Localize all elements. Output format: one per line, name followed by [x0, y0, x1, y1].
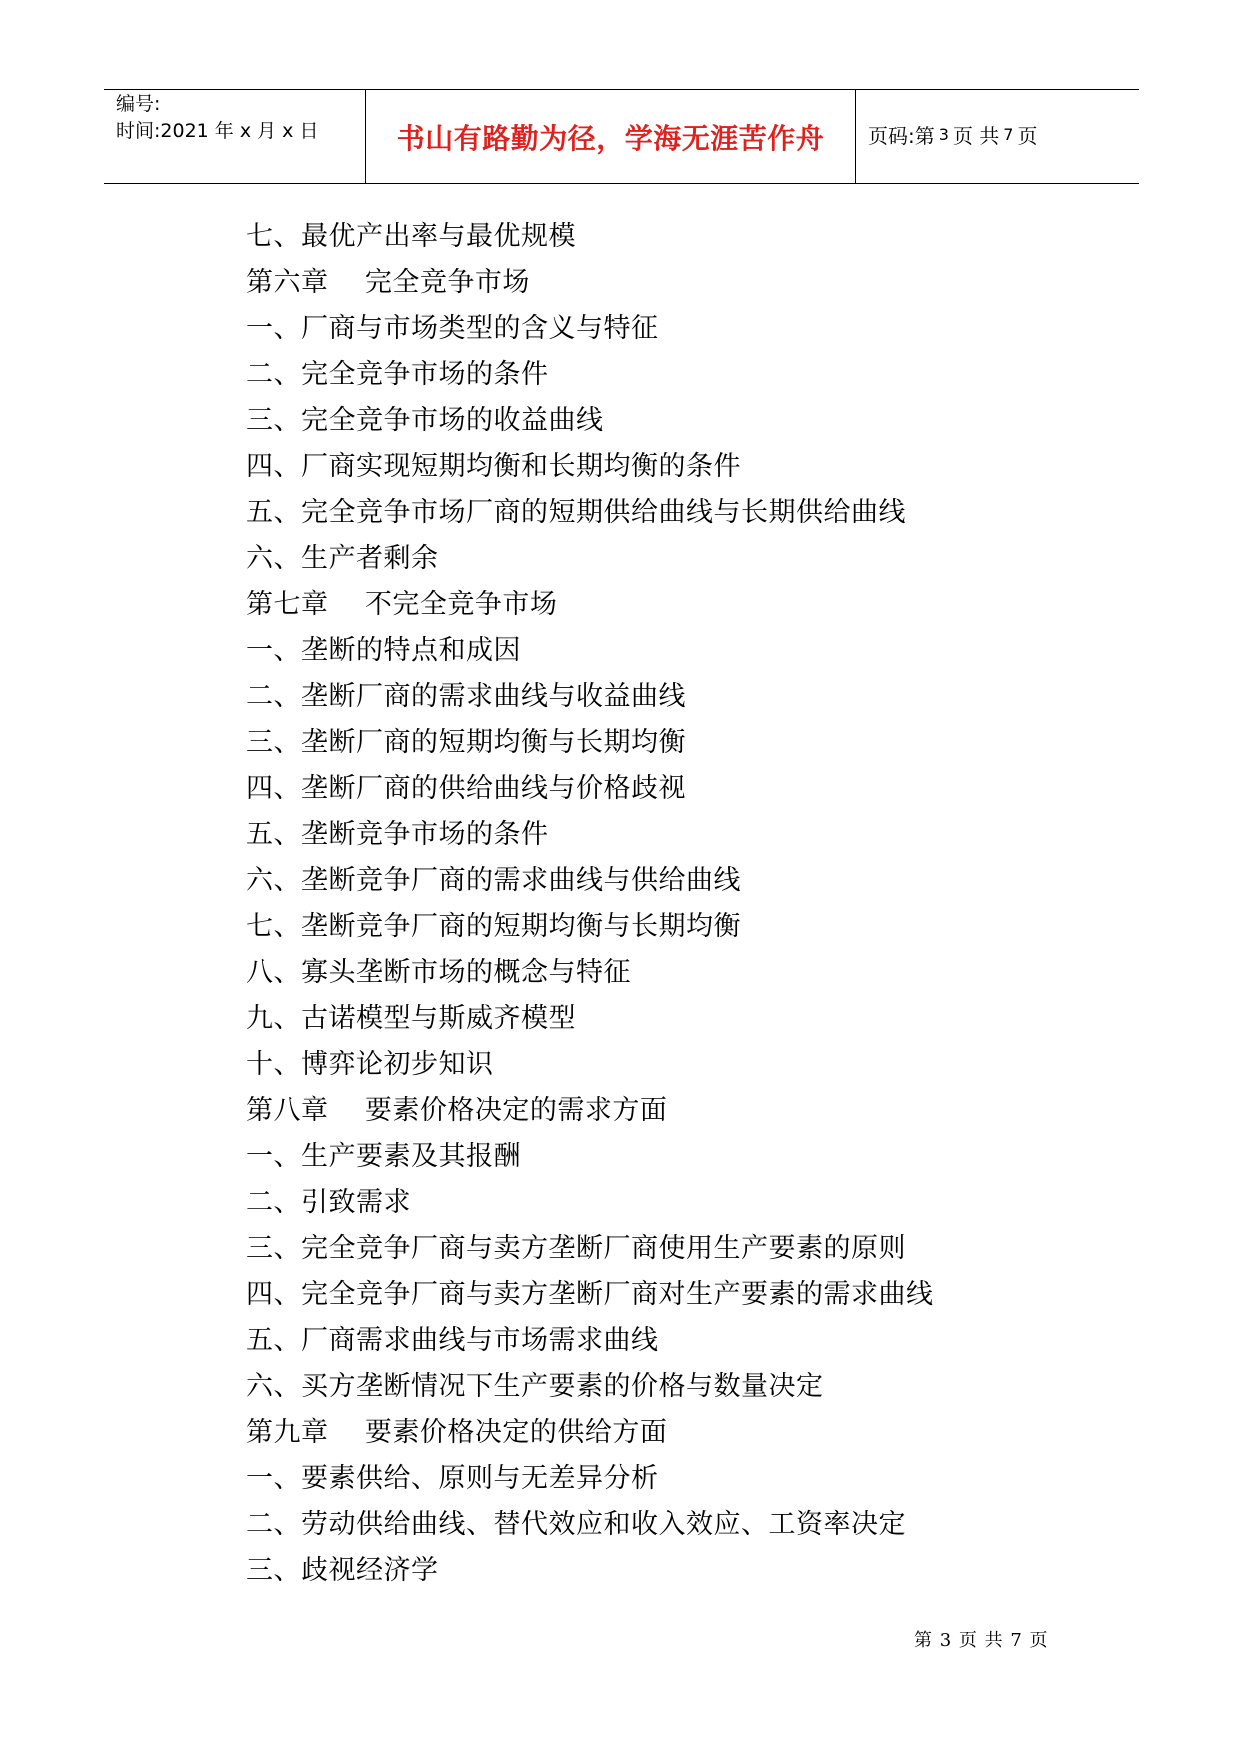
page-header	[104, 89, 1139, 184]
toc-item: 七、最优产出率与最优规模	[246, 221, 576, 252]
toc-item: 一、垄断的特点和成因	[246, 635, 521, 666]
toc-item: 五、完全竞争市场厂商的短期供给曲线与长期供给曲线	[246, 497, 906, 528]
toc-item: 三、歧视经济学	[246, 1555, 439, 1586]
toc-item: 四、完全竞争厂商与卖方垄断厂商对生产要素的需求曲线	[246, 1279, 934, 1310]
toc-item: 二、引致需求	[246, 1187, 411, 1218]
toc-item: 四、垄断厂商的供给曲线与价格歧视	[246, 773, 686, 804]
header-page-info	[856, 90, 1139, 183]
toc-item: 四、厂商实现短期均衡和长期均衡的条件	[246, 451, 741, 482]
toc-item: 二、垄断厂商的需求曲线与收益曲线	[246, 681, 686, 712]
toc-chapter-heading: 第七章 不完全竞争市场	[246, 589, 558, 620]
toc-item: 一、厂商与市场类型的含义与特征	[246, 313, 659, 344]
toc-item: 一、生产要素及其报酬	[246, 1141, 521, 1172]
header-page-prefix: 页码:第	[868, 124, 935, 148]
toc-item: 三、完全竞争厂商与卖方垄断厂商使用生产要素的原则	[246, 1233, 906, 1264]
header-motto: 书山有路勤为径，学海无涯苦作舟	[366, 90, 856, 183]
header-page-suffix: 页	[1017, 124, 1038, 148]
toc-item: 六、生产者剩余	[246, 543, 439, 574]
toc-item: 五、垄断竞争市场的条件	[246, 819, 549, 850]
toc-chapter-heading: 第八章 要素价格决定的需求方面	[246, 1095, 668, 1126]
toc-item: 十、博弈论初步知识	[246, 1049, 494, 1080]
header-page-total: 7	[1003, 125, 1014, 144]
toc-item: 三、完全竞争市场的收益曲线	[246, 405, 604, 436]
toc-item: 五、厂商需求曲线与市场需求曲线	[246, 1325, 659, 1356]
header-page-mid: 页 共	[952, 124, 1000, 148]
page-footer: 第 3 页 共 7 页	[914, 1630, 1049, 1651]
table-of-contents	[246, 214, 934, 1594]
header-meta	[104, 90, 366, 183]
toc-item: 三、垄断厂商的短期均衡与长期均衡	[246, 727, 686, 758]
toc-chapter-heading: 第六章 完全竞争市场	[246, 267, 530, 298]
document-number-label: 编号:	[116, 93, 161, 115]
toc-item: 六、买方垄断情况下生产要素的价格与数量决定	[246, 1371, 824, 1402]
header-page-current: 3	[938, 125, 949, 144]
toc-item: 九、古诺模型与斯威齐模型	[246, 1003, 576, 1034]
toc-item: 二、完全竞争市场的条件	[246, 359, 549, 390]
toc-item: 一、要素供给、原则与无差异分析	[246, 1463, 659, 1494]
toc-item: 二、劳动供给曲线、替代效应和收入效应、工资率决定	[246, 1509, 906, 1540]
toc-chapter-heading: 第九章 要素价格决定的供给方面	[246, 1417, 668, 1448]
toc-item: 七、垄断竞争厂商的短期均衡与长期均衡	[246, 911, 741, 942]
toc-item: 八、寡头垄断市场的概念与特征	[246, 957, 631, 988]
document-time-label: 时间:2021 年 x 月 x 日	[116, 120, 319, 142]
toc-item: 六、垄断竞争厂商的需求曲线与供给曲线	[246, 865, 741, 896]
